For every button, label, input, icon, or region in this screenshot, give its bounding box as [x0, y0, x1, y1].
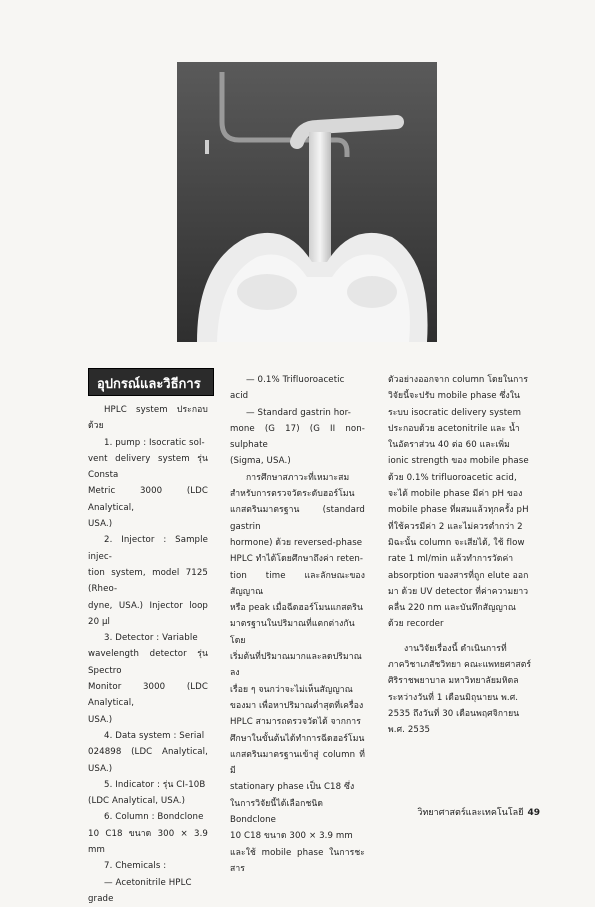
text-line: (LDC Analytical, USA.): [88, 796, 186, 807]
text-line: HPLC system ประกอบด้วย: [88, 405, 208, 432]
text-line: acid: [230, 391, 249, 402]
chromatography-photo: [177, 62, 437, 342]
text-line: มาตรฐานในปริมาณที่แตกต่างกัน โดย: [230, 619, 355, 646]
text-line: และใช้ mobile phase ในการชะสาร: [230, 847, 365, 874]
text-line: พ.ศ. 2535: [388, 725, 431, 736]
text-line: ที่ใช้ควรมีค่า 2 และไม่ควรต่ำกว่า 2: [388, 521, 523, 532]
text-line: ประกอบด้วย acetonitrile และ น้ำ: [388, 423, 520, 434]
text-line: 5. Indicator : รุ่น CI-10B: [104, 779, 206, 790]
text-line: wavelength detector รุ่น Spectro: [88, 649, 208, 676]
page-number: 49: [527, 808, 540, 818]
text-column-2: [230, 372, 365, 877]
text-line: vent delivery system รุ่น Consta: [88, 453, 208, 481]
text-line: 2535 ถึงวันที่ 30 เดือนพฤศจิกายน: [388, 708, 520, 719]
section-header-badge: [88, 368, 214, 396]
text-line: dyne, USA.) Injector loop 20 μl: [88, 600, 208, 627]
text-line: ในอัตราส่วน 40 ต่อ 60 และเพิ่ม: [388, 440, 510, 451]
section-title: อุปกรณ์และวิธีการ: [97, 377, 201, 392]
text-line: การศึกษาสภาวะที่เหมาะสม: [246, 472, 350, 483]
text-line: 3. Detector : Variable: [104, 633, 198, 644]
text-line: mobile phase ที่ผสมแล้วทุกครั้ง pH: [388, 505, 529, 516]
page-footer: [417, 805, 540, 819]
text-line: ศึกษาในขั้นต้นได้ทำการฉีดฮอร์โมน: [230, 733, 365, 744]
text-line: tion time และลักษณะของสัญญาณ: [230, 570, 365, 597]
text-line: grade: [88, 893, 114, 904]
text-line: — 0.1% Trifluoroacetic: [246, 375, 345, 385]
text-line: ของมา เพื่อหาปริมาณต่ำสุดที่เครื่อง: [230, 700, 364, 711]
text-line: — Standard gastrin hor-: [246, 407, 351, 418]
text-line: ตัวอย่างออกจาก column โดยในการ: [388, 375, 529, 385]
text-line: 10 C18 ขนาด 300 × 3.9 mm: [88, 828, 208, 856]
text-line: มิฉะนั้น column จะเสียได้, ใช้ flow: [388, 537, 525, 548]
text-line: ในการวิจัยนี้ได้เลือกชนิด Bondclone: [230, 798, 324, 826]
text-line: mone (G 17) (G II non-sulphate: [230, 423, 365, 451]
text-line: stationary phase เป็น C18 ซึ่ง: [230, 782, 355, 793]
text-line: แกสตรินมาตรฐาน (standard gastrin: [230, 505, 365, 532]
text-line: (Sigma, USA.): [230, 456, 291, 467]
text-line: 4. Data system : Serial: [104, 730, 205, 741]
journal-name: วิทยาศาสตร์และเทคโนโลยี: [417, 808, 524, 818]
text-line: Monitor 3000 (LDC Analytical,: [88, 682, 208, 709]
text-line: จะได้ mobile phase มีค่า pH ของ: [388, 489, 523, 500]
text-line: 7. Chemicals :: [104, 861, 167, 872]
text-line: — Acetonitrile HPLC: [104, 877, 192, 888]
text-line: ionic strength ของ mobile phase: [388, 456, 529, 467]
text-line: คลื่น 220 nm และบันทึกสัญญาณ: [388, 603, 516, 614]
text-line: 2. Injector : Sample injec-: [88, 535, 208, 562]
text-line: เริ่มต้นที่ปริมาณมากและลดปริมาณลง: [230, 652, 362, 679]
paragraph-gap: [388, 633, 538, 641]
text-line: USA.): [88, 714, 113, 725]
text-line: ศิริราชพยาบาล มหาวิทยาลัยมหิดล: [388, 676, 519, 687]
text-line: 1. pump : Isocratic sol-: [104, 437, 205, 448]
text-line: ภาควิชาเภสัชวิทยา คณะแพทยศาสตร์: [388, 660, 532, 671]
text-line: งานวิจัยเรื่องนี้ ดำเนินการที่: [404, 643, 507, 654]
text-line: 6. Column : Bondclone: [104, 812, 204, 823]
text-line: ระหว่างวันที่ 1 เดือนมิถุนายน พ.ศ.: [388, 692, 519, 703]
text-line: หรือ peak เมื่อฉีดฮอร์โมนแกสตริน: [230, 603, 363, 614]
text-line: absorption ของสารที่ถูก elute ออก: [388, 570, 529, 581]
text-line: HPLC สามารถตรวจวัดได้ จากการ: [230, 717, 361, 728]
text-line: Metric 3000 (LDC Analytical,: [88, 486, 208, 513]
text-line: USA.): [88, 519, 113, 530]
text-line: สำหรับการตรวจวัดระดับฮอร์โมน: [230, 489, 355, 500]
text-line: ระบบ isocratic delivery system: [388, 407, 522, 418]
text-line: ด้วย recorder: [388, 619, 444, 630]
text-line: มา ด้วย UV detector ที่ค่าความยาว: [388, 586, 529, 597]
text-line: 024898 (LDC Analytical, USA.): [88, 747, 208, 774]
text-line: 10 C18 ขนาด 300 × 3.9 mm: [230, 831, 353, 842]
text-line: เรื่อย ๆ จนกว่าจะไม่เห็นสัญญาณ: [230, 684, 353, 695]
text-line: tion system, model 7125 (Rheo-: [88, 567, 208, 595]
text-line: ด้วย 0.1% trifluoroacetic acid,: [388, 472, 517, 483]
text-line: แกสตรินมาตรฐานเข้าสู่ column ที่มี: [230, 749, 365, 777]
text-column-1: [88, 402, 208, 907]
text-line: วิจัยนี้จะปรับ mobile phase ซึ่งใน: [388, 391, 521, 402]
text-line: rate 1 ml/min แล้วทำการวัดค่า: [388, 554, 514, 565]
text-column-3: [388, 372, 538, 739]
text-line: HPLC ทำได้โดยศึกษาถึงค่า reten-: [230, 554, 364, 565]
text-line: hormone) ด้วย reversed-phase: [230, 537, 363, 548]
